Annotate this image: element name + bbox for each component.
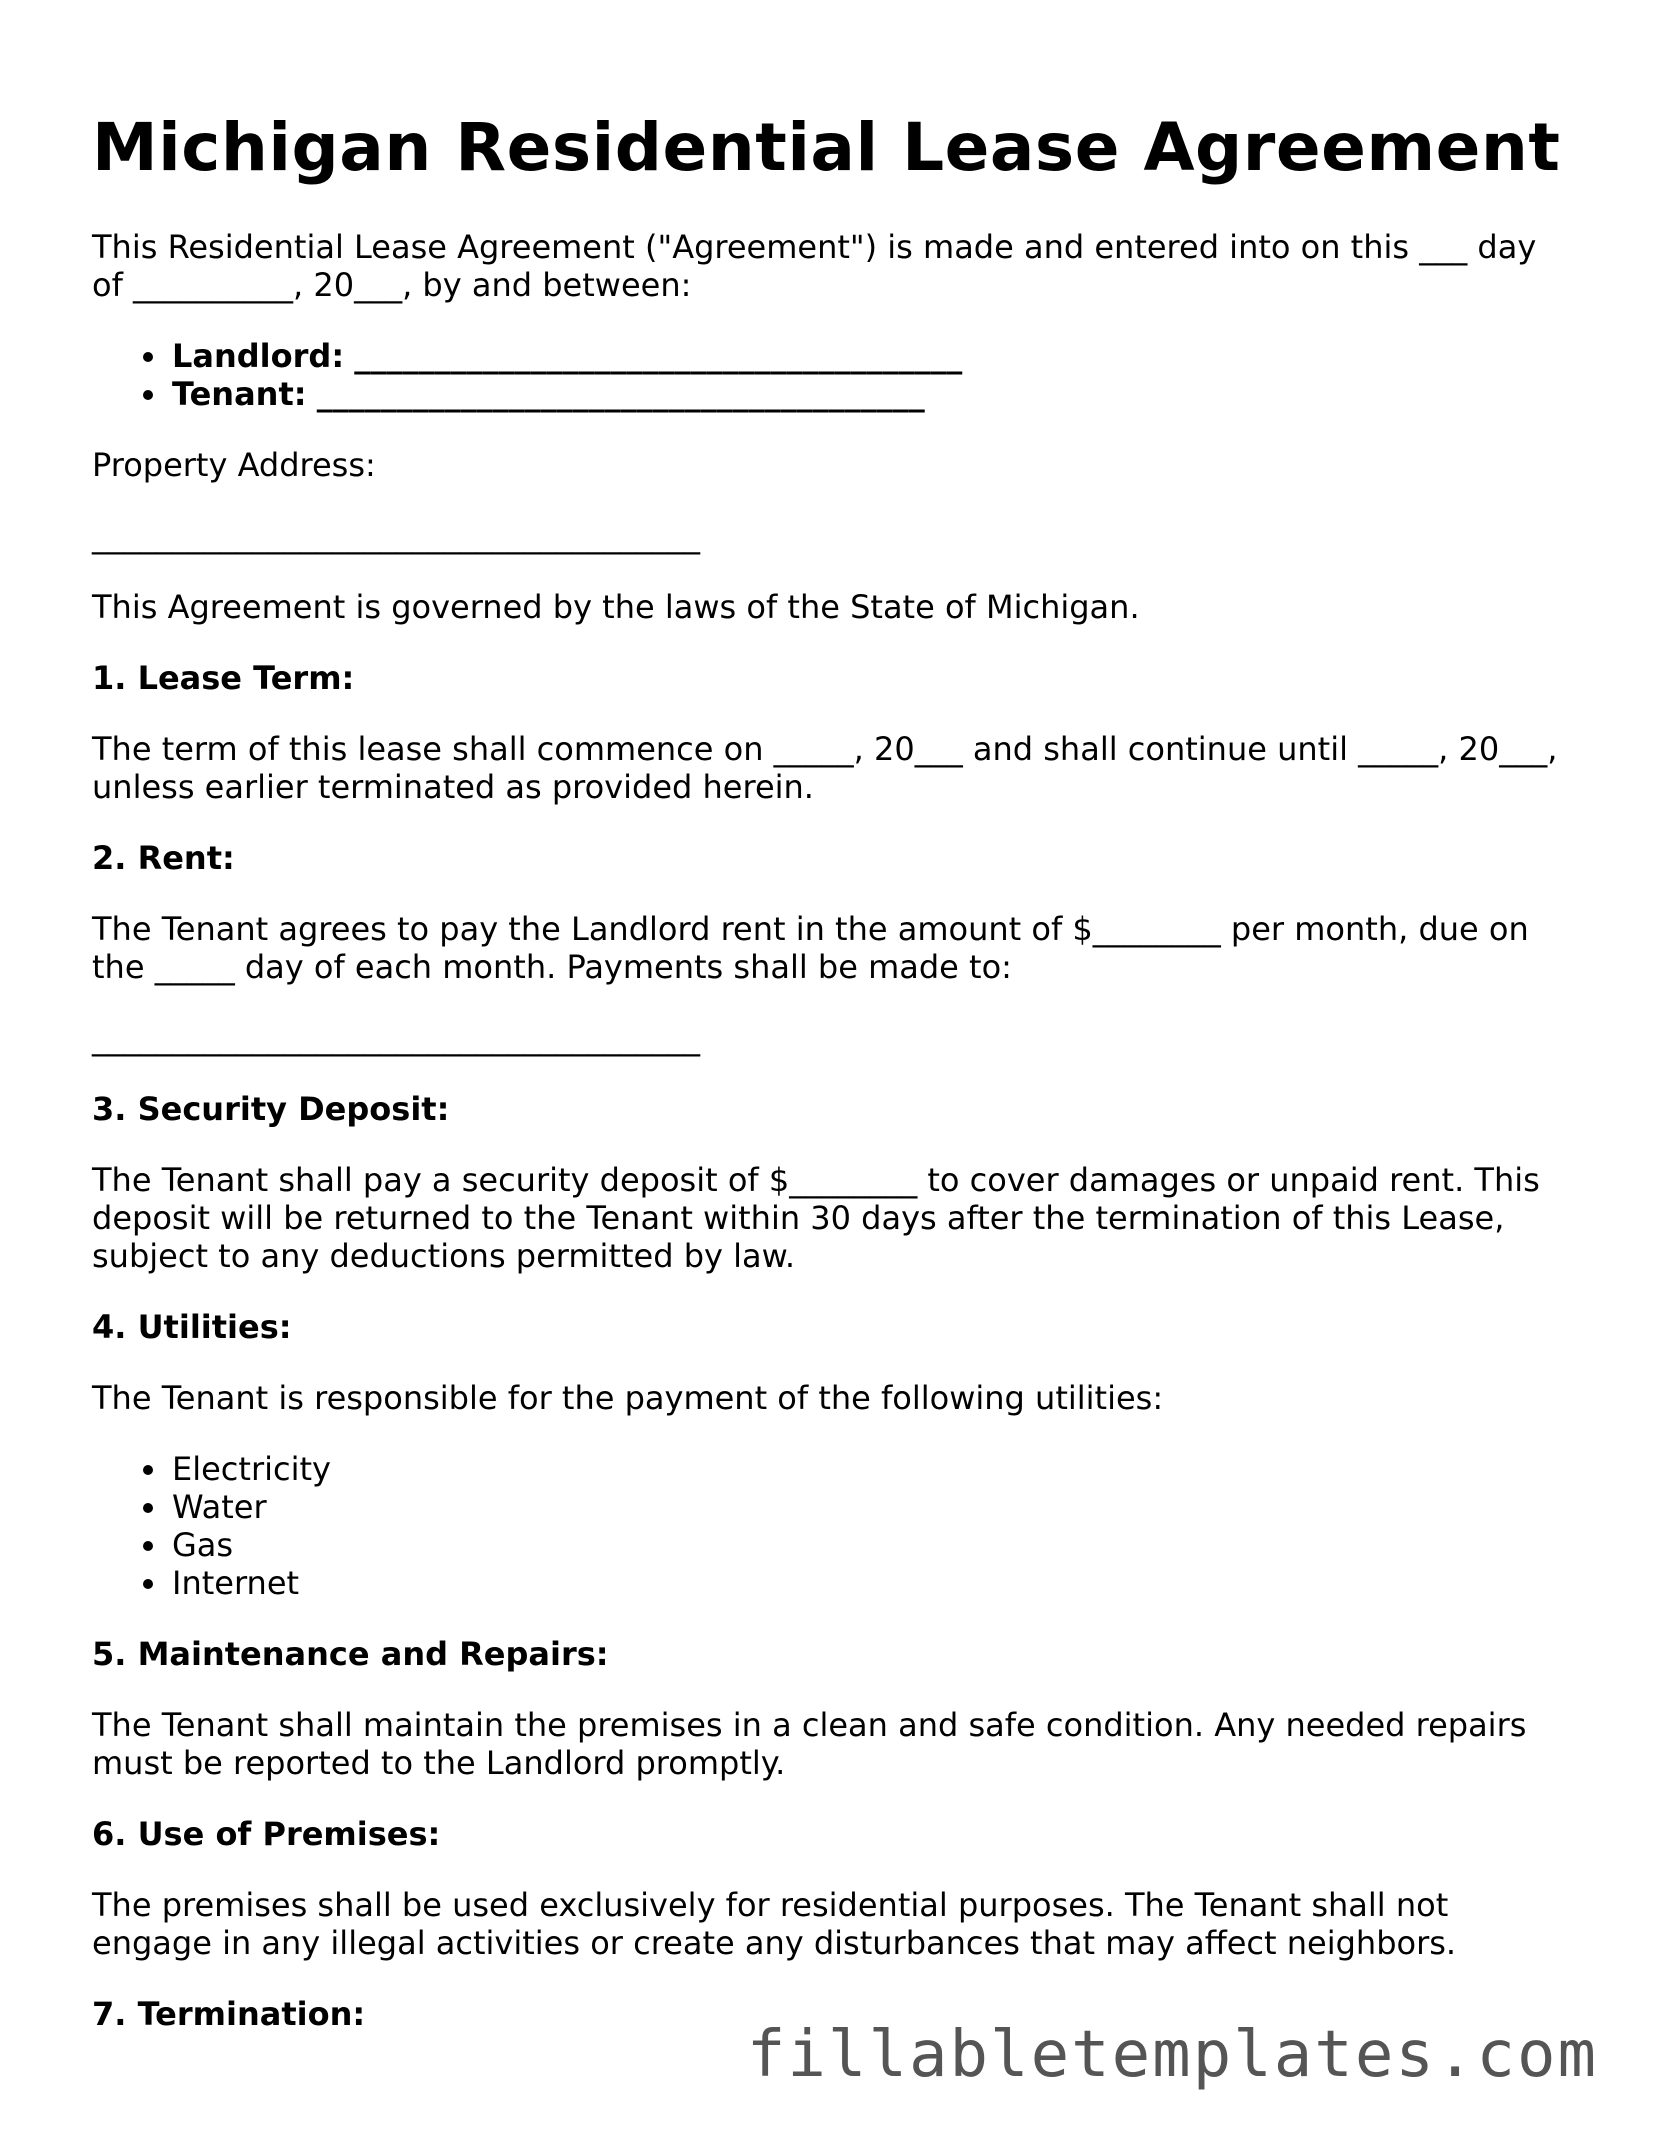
utility-item: Water [172,1488,1572,1526]
section-text-rent: The Tenant agrees to pay the Landlord rent in the amount of $________ per month, due on the _____ day of each month. Payments shall be made to: [92,909,1529,986]
section-text-utilities: The Tenant is responsible for the payment of the following utilities: [92,1378,1164,1417]
governing-law: This Agreement is governed by the laws of the State of Michigan. [92,587,1140,626]
rent-payee-blank: ______________________________________ [92,1018,700,1057]
intro-paragraph: This Residential Lease Agreement ("Agreement") is made and entered into on this ___ day of __________, 20___, by and between: [92,227,1537,304]
property-address-label: Property Address: [92,445,376,484]
document-page [92,110,1572,2066]
section-heading-maintenance: 5. Maintenance and Repairs: [92,1634,609,1673]
section-text-maintenance: The Tenant shall maintain the premises in a clean and safe condition. Any needed repairs must be reported to the Landlord promptly. [92,1705,1527,1782]
parties-list [92,337,1572,413]
section-heading-termination: 7. Termination: [92,1994,366,2033]
section-heading-security-deposit: 3. Security Deposit: [92,1089,450,1128]
section-text-use-of-premises: The premises shall be used exclusively for residential purposes. The Tenant shall not engage in any illegal activities or create any disturbances that may affect neighbors. [92,1885,1457,1962]
section-heading-use-of-premises: 6. Use of Premises: [92,1814,441,1853]
document-title: Michigan Residential Lease Agreement [92,109,1561,186]
landlord-blank: ______________________________________ [354,336,963,375]
tenant-label: Tenant: [172,374,307,413]
utilities-list [92,1450,1572,1602]
tenant-blank: ______________________________________ [316,374,925,413]
section-text-security-deposit: The Tenant shall pay a security deposit of $________ to cover damages or unpaid rent. This deposit will be returned to the Tenant within 30 days after the termination of this Lease, subject to any deductions permitted by law. [92,1160,1540,1275]
section-heading-rent: 2. Rent: [92,838,235,877]
utility-item: Gas [172,1526,1572,1564]
section-heading-utilities: 4. Utilities: [92,1307,292,1346]
watermark-text: fillabletemplates.com [746,2018,1598,2092]
landlord-label: Landlord: [172,336,345,375]
property-address-blank: ______________________________________ [92,516,700,555]
utility-item: Internet [172,1564,1572,1602]
utility-item: Electricity [172,1450,1572,1488]
section-heading-lease-term: 1. Lease Term: [92,658,355,697]
party-landlord [172,337,1572,375]
party-tenant [172,375,1572,413]
section-text-lease-term: The term of this lease shall commence on _____, 20___ and shall continue until _____, 20___, unless earlier terminated as provided herein. [92,729,1558,806]
